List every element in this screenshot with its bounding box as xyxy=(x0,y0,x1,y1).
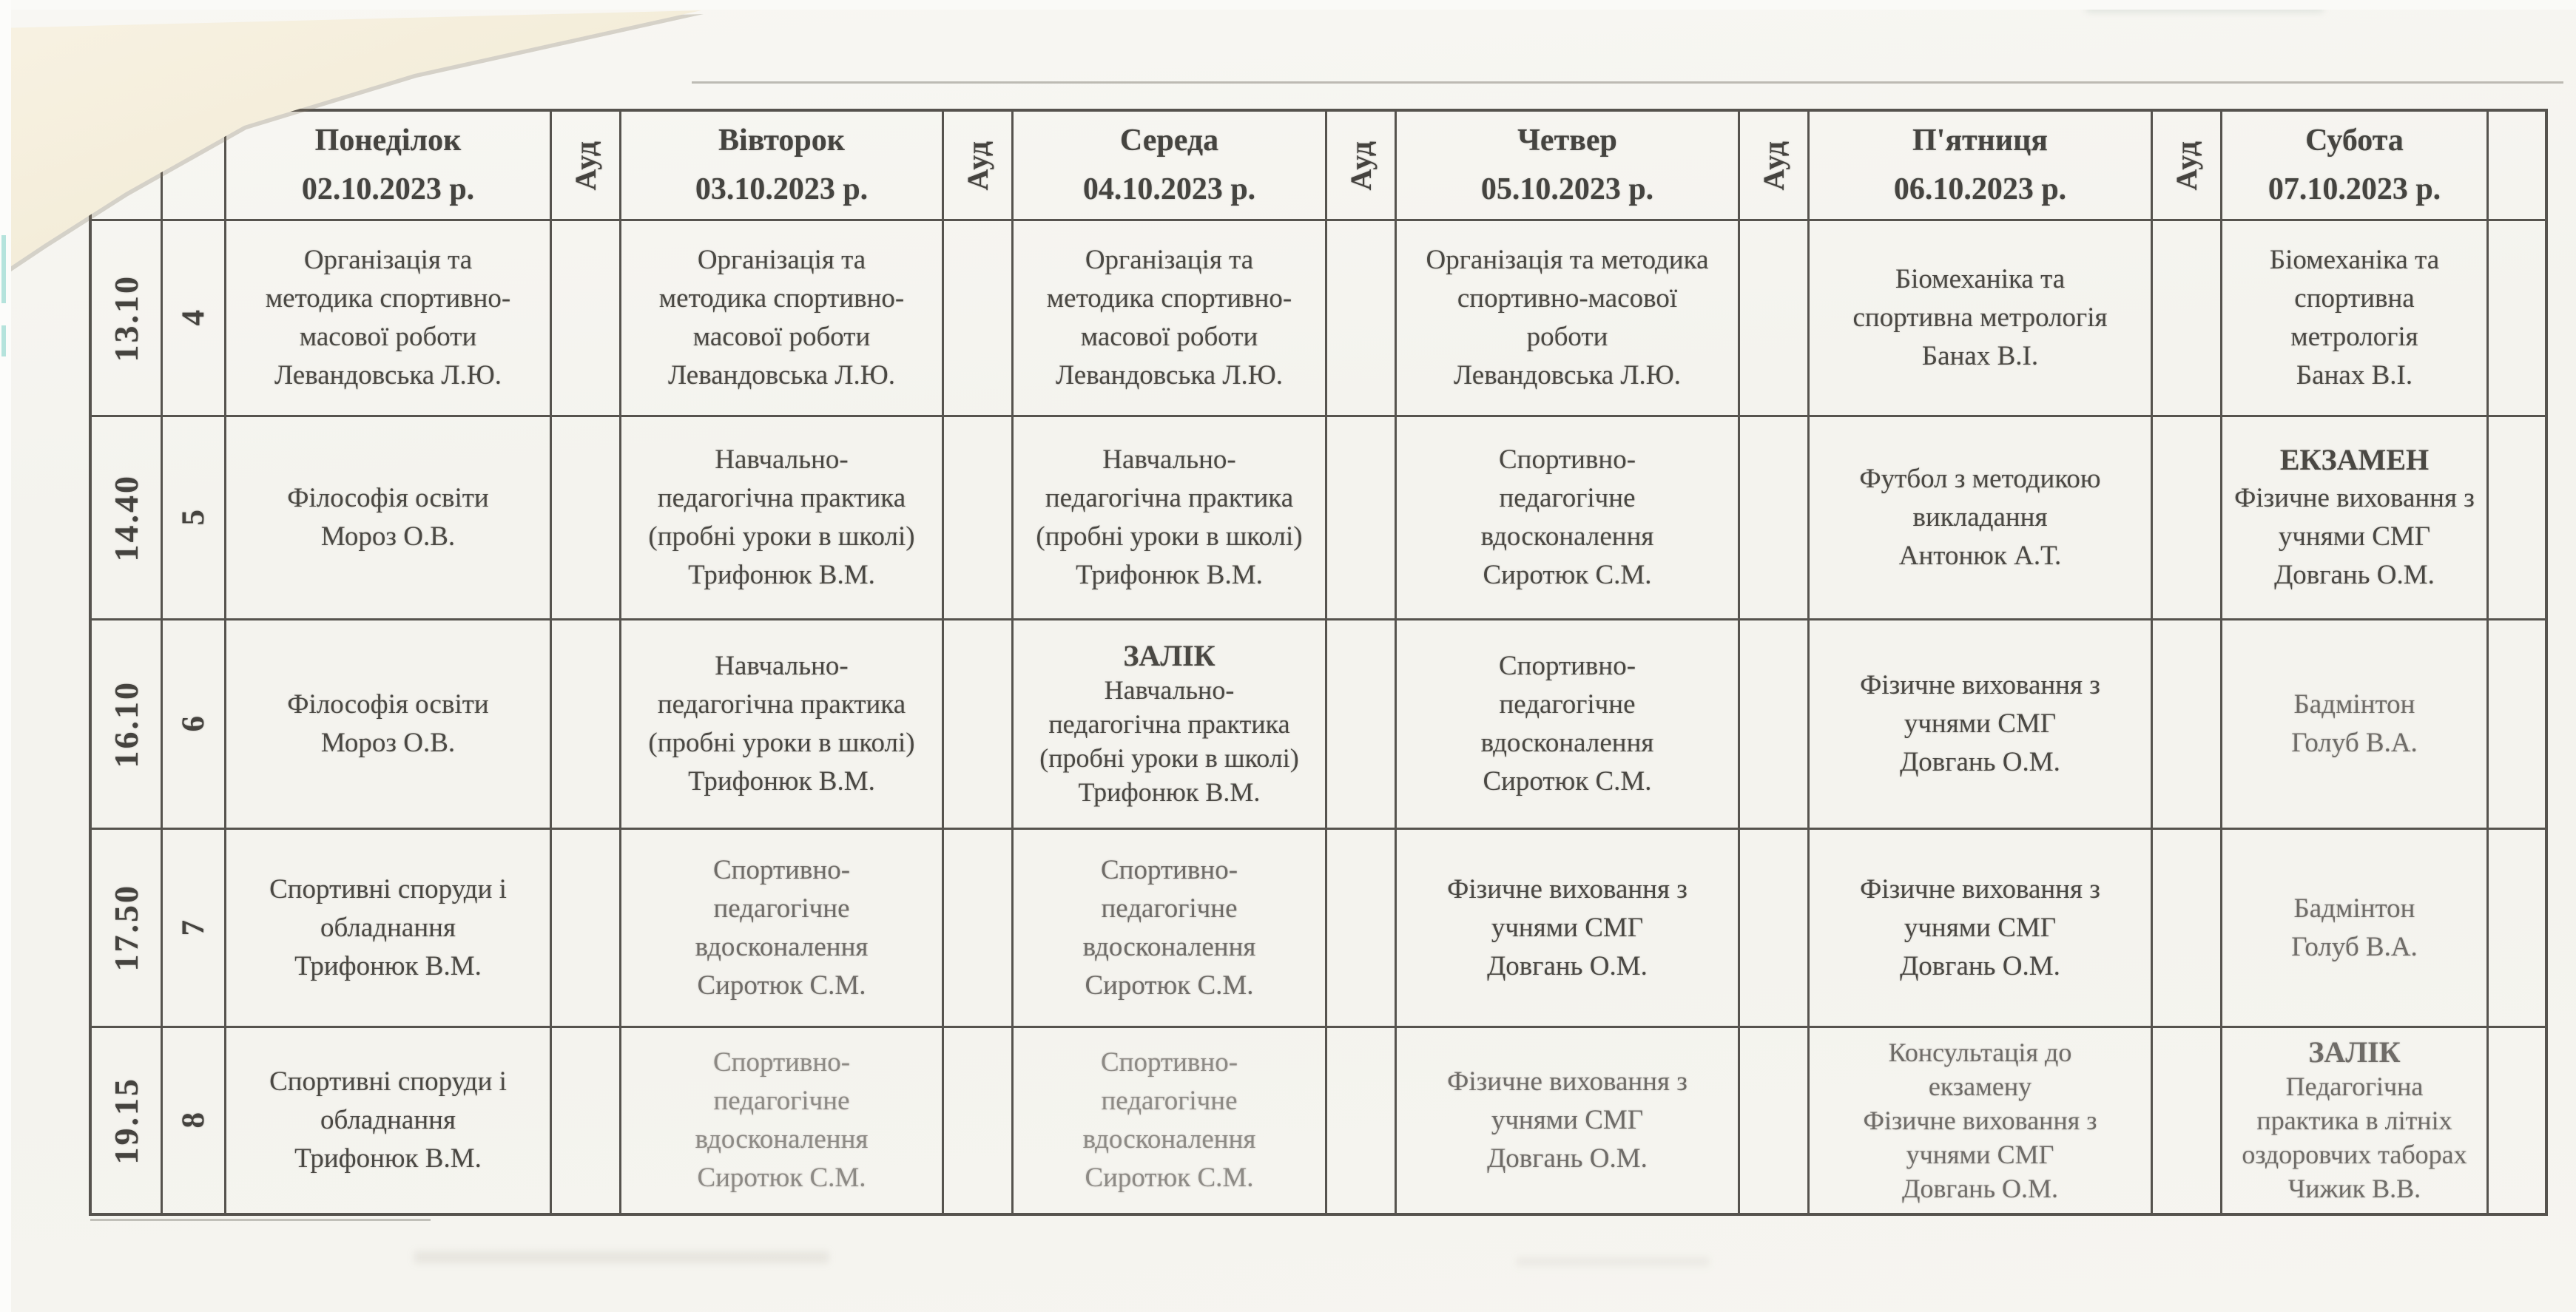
lesson-line: Бадмінтон xyxy=(2293,893,2415,924)
aud-cell xyxy=(1327,417,1397,621)
lesson-cell xyxy=(621,1028,944,1213)
aud-cell xyxy=(1740,221,1810,417)
lesson-cell xyxy=(226,1028,552,1213)
lesson-badge: ЕКЗАМЕН xyxy=(2279,443,2430,476)
lesson-cell xyxy=(1810,621,2153,830)
lesson-line: Організація та xyxy=(1085,245,1254,275)
day-date: 04.10.2023 р. xyxy=(1082,172,1256,206)
lesson-line: Навчально- xyxy=(1104,675,1235,705)
aud-cell xyxy=(2153,830,2222,1028)
lesson-cell xyxy=(1810,417,2153,621)
lesson-line: Фізичне виховання з xyxy=(1447,873,1687,904)
time-cell xyxy=(92,1028,163,1213)
aud-cell xyxy=(944,221,1014,417)
lesson-line: методика спортивно- xyxy=(1046,283,1292,314)
lesson-cell xyxy=(2222,417,2489,621)
lesson-line: Сиротюк С.М. xyxy=(1085,1163,1254,1193)
lesson-line: Біомеханіка та xyxy=(2269,245,2440,275)
scanner-edge-left xyxy=(0,0,11,1312)
day-header xyxy=(2222,112,2489,221)
lesson-cell xyxy=(226,621,552,830)
aud-label: Ауд xyxy=(961,140,994,191)
lesson-line: масової роботи xyxy=(692,322,871,352)
lesson-cell xyxy=(1397,221,1740,417)
day-header xyxy=(226,112,552,221)
scan-color-artifact xyxy=(1,325,6,356)
time-cell xyxy=(92,417,163,621)
lesson-line: Спортивно- xyxy=(1100,854,1238,885)
period-number: 6 xyxy=(176,716,211,732)
aud-cell xyxy=(1740,1028,1810,1213)
period-number: 7 xyxy=(176,919,211,936)
lesson-line: Фізичне виховання з xyxy=(2234,483,2475,513)
aud-cell xyxy=(1740,417,1810,621)
day-name: Четвер xyxy=(1517,124,1617,158)
aud-header xyxy=(1740,112,1810,221)
aud-header xyxy=(552,112,621,221)
end-column-cell xyxy=(2489,221,2545,417)
lesson-line: вдосконалення xyxy=(695,1124,869,1154)
lesson-cell xyxy=(1014,621,1327,830)
lesson-line: Сиротюк С.М. xyxy=(1483,560,1652,590)
lesson-cell xyxy=(1397,417,1740,621)
lesson-line: Навчально- xyxy=(1102,444,1236,475)
lesson-badge: ЗАЛІК xyxy=(1123,639,1215,672)
lesson-line: вдосконалення xyxy=(1480,728,1654,758)
lesson-cell xyxy=(621,830,944,1028)
lesson-line: Трифонюк В.М. xyxy=(1076,560,1263,590)
lesson-line: оздоровчих таборах xyxy=(2242,1140,2467,1169)
lesson-line: учнями СМГ xyxy=(1491,912,1644,943)
lesson-cell xyxy=(226,417,552,621)
aud-cell xyxy=(944,417,1014,621)
lesson-line: Довгань О.М. xyxy=(1902,1174,2058,1203)
lesson-line: методика спортивно- xyxy=(265,283,511,314)
lesson-line: педагогічна практика xyxy=(657,483,906,513)
lesson-line: викладання xyxy=(1912,502,2048,532)
aud-cell xyxy=(1740,830,1810,1028)
lesson-line: масової роботи xyxy=(299,322,477,352)
aud-cell xyxy=(2153,221,2222,417)
aud-cell xyxy=(552,1028,621,1213)
lesson-line: (пробні уроки в школі) xyxy=(648,728,915,758)
lesson-line: Трифонюк В.М. xyxy=(688,560,875,590)
lesson-line: Бадмінтон xyxy=(2293,689,2415,720)
aud-cell xyxy=(1327,621,1397,830)
aud-label: Ауд xyxy=(1344,140,1378,191)
lesson-line: Навчально- xyxy=(715,444,849,475)
lesson-line: спортивно-масової xyxy=(1457,283,1678,314)
lesson-line: (пробні уроки в школі) xyxy=(1039,743,1299,773)
aud-header xyxy=(2153,112,2222,221)
scan-smudge xyxy=(1517,1257,1709,1266)
aud-header xyxy=(944,112,1014,221)
lesson-line: спортивна метрологія xyxy=(1852,302,2108,333)
lesson-line: педагогічне xyxy=(713,1086,850,1116)
time-label: 13.10 xyxy=(107,274,145,362)
lesson-cell xyxy=(226,830,552,1028)
aud-cell xyxy=(944,1028,1014,1213)
scan-smudge xyxy=(414,1251,829,1263)
lesson-line: Спортивно- xyxy=(1498,651,1636,681)
aud-cell xyxy=(1327,830,1397,1028)
period-number: 4 xyxy=(176,310,211,326)
lesson-line: практика в літніх xyxy=(2256,1106,2452,1135)
lesson-line: методика спортивно- xyxy=(658,283,905,314)
lesson-line: Філософія освіти xyxy=(287,483,489,513)
end-column-cell xyxy=(2489,112,2545,221)
lesson-line: Довгань О.М. xyxy=(1487,1143,1648,1174)
lesson-line: Трифонюк В.М. xyxy=(294,950,482,981)
lesson-line: Сиротюк С.М. xyxy=(1483,766,1652,797)
day-header xyxy=(1397,112,1740,221)
lesson-cell xyxy=(1810,830,2153,1028)
lesson-line: педагогічне xyxy=(1101,1086,1238,1116)
day-name: Понеділок xyxy=(314,124,462,158)
lesson-line: Трифонюк В.М. xyxy=(688,766,875,797)
lesson-line: Чижик В.В. xyxy=(2287,1174,2421,1203)
lesson-cell xyxy=(1397,830,1740,1028)
lesson-line: педагогічне xyxy=(1499,689,1636,720)
lesson-line: Мороз О.В. xyxy=(320,521,456,552)
lesson-line: Довгань О.М. xyxy=(2274,560,2435,590)
lesson-cell xyxy=(1810,1028,2153,1213)
day-name: Вівторок xyxy=(718,124,845,158)
lesson-line: Біомеханіка та xyxy=(1895,264,2066,294)
lesson-cell xyxy=(226,221,552,417)
lesson-line: вдосконалення xyxy=(1480,521,1654,552)
lesson-line: Антонюк А.Т. xyxy=(1898,541,2062,571)
lesson-line: Педагогічна xyxy=(2285,1072,2424,1101)
lesson-badge: ЗАЛІК xyxy=(2308,1035,2401,1069)
lesson-line: Довгань О.М. xyxy=(1900,950,2060,981)
lesson-cell xyxy=(621,221,944,417)
lesson-line: Фізичне виховання з xyxy=(1860,873,2100,904)
lesson-line: учнями СМГ xyxy=(1904,709,2057,739)
lesson-line: Левандовська Л.Ю. xyxy=(274,360,502,390)
lesson-line: учнями СМГ xyxy=(1904,912,2057,943)
lesson-line: учнями СМГ xyxy=(1906,1140,2054,1169)
lesson-line: Спортивні споруди і xyxy=(269,873,507,904)
day-name: Середа xyxy=(1119,124,1219,158)
day-name: П'ятниця xyxy=(1912,124,2048,158)
lesson-line: Левандовська Л.Ю. xyxy=(667,360,896,390)
day-date: 07.10.2023 р. xyxy=(2268,172,2441,206)
aud-cell xyxy=(2153,1028,2222,1213)
lesson-cell xyxy=(2222,621,2489,830)
lesson-line: педагогічна практика xyxy=(1045,483,1294,513)
day-header xyxy=(621,112,944,221)
paper-edge-line xyxy=(692,81,2563,84)
lesson-line: учнями СМГ xyxy=(2278,521,2431,552)
lesson-cell xyxy=(2222,1028,2489,1213)
time-cell xyxy=(92,830,163,1028)
lesson-line: педагогічне xyxy=(1101,893,1238,924)
day-header xyxy=(1810,112,2153,221)
lesson-line: (пробні уроки в школі) xyxy=(648,521,915,552)
aud-cell xyxy=(2153,621,2222,830)
aud-cell xyxy=(1327,1028,1397,1213)
lesson-cell xyxy=(1397,1028,1740,1213)
lesson-line: Спортивно- xyxy=(1498,444,1636,475)
timetable xyxy=(89,109,2548,1216)
lesson-line: масової роботи xyxy=(1080,322,1258,352)
aud-cell xyxy=(944,621,1014,830)
scanner-edge-top xyxy=(0,0,2576,10)
scan-color-artifact xyxy=(1,235,6,303)
aud-cell xyxy=(552,830,621,1028)
time-label: 19.15 xyxy=(107,1076,145,1165)
lesson-cell xyxy=(1810,221,2153,417)
lesson-line: педагогічне xyxy=(1499,483,1636,513)
lesson-line: Організація та xyxy=(697,245,866,275)
lesson-line: Голуб В.А. xyxy=(2291,728,2418,758)
period-cell xyxy=(163,621,226,830)
period-cell xyxy=(163,1028,226,1213)
lesson-line: Левандовська Л.Ю. xyxy=(1453,360,1682,390)
day-date: 06.10.2023 р. xyxy=(1893,172,2067,206)
lesson-line: Фізичне виховання з xyxy=(1863,1106,2097,1135)
lesson-line: Сиротюк С.М. xyxy=(697,1163,866,1193)
lesson-line: Сиротюк С.М. xyxy=(697,970,866,1001)
day-date: 02.10.2023 р. xyxy=(301,172,475,206)
lesson-line: Консультація до xyxy=(1888,1038,2072,1067)
lesson-line: Спортивні споруди і xyxy=(269,1066,507,1097)
lesson-line: Філософія освіти xyxy=(287,689,489,720)
aud-cell xyxy=(552,221,621,417)
aud-label: Ауд xyxy=(1757,140,1790,191)
aud-label: Ауд xyxy=(2170,140,2203,191)
lesson-line: Спортивно- xyxy=(712,1047,851,1078)
end-column-cell xyxy=(2489,830,2545,1028)
lesson-line: Фізичне виховання з xyxy=(1447,1066,1687,1097)
period-number: 8 xyxy=(176,1112,211,1129)
period-cell xyxy=(163,830,226,1028)
lesson-line: екзамену xyxy=(1928,1072,2032,1101)
lesson-line: Футбол з методикою xyxy=(1859,464,2101,494)
lesson-line: вдосконалення xyxy=(695,931,869,962)
aud-cell xyxy=(944,830,1014,1028)
lesson-line: учнями СМГ xyxy=(1491,1105,1644,1135)
day-date: 05.10.2023 р. xyxy=(1480,172,1654,206)
lesson-line: Спортивно- xyxy=(712,854,851,885)
lesson-cell xyxy=(1014,1028,1327,1213)
lesson-cell xyxy=(1014,417,1327,621)
lesson-line: Організація та методика xyxy=(1426,245,1709,275)
lesson-cell xyxy=(2222,221,2489,417)
lesson-line: обладнання xyxy=(320,1105,456,1135)
lesson-line: Сиротюк С.М. xyxy=(1085,970,1254,1001)
lesson-line: Мороз О.В. xyxy=(320,728,456,758)
time-label: 17.50 xyxy=(107,884,145,972)
time-cell xyxy=(92,621,163,830)
lesson-line: Довгань О.М. xyxy=(1900,747,2060,777)
period-cell xyxy=(163,221,226,417)
lesson-cell xyxy=(1014,830,1327,1028)
lesson-line: вдосконалення xyxy=(1082,931,1256,962)
lesson-line: Банах В.І. xyxy=(2296,360,2413,390)
aud-header xyxy=(1327,112,1397,221)
lesson-line: роботи xyxy=(1526,322,1608,352)
lesson-line: (пробні уроки в школі) xyxy=(1036,521,1303,552)
end-column-cell xyxy=(2489,1028,2545,1213)
end-column-cell xyxy=(2489,417,2545,621)
lesson-line: педагогічне xyxy=(713,893,850,924)
time-label: 16.10 xyxy=(107,680,145,768)
lesson-line: Навчально- xyxy=(715,651,849,681)
lesson-line: Трифонюк В.М. xyxy=(1078,777,1261,807)
lesson-line: спортивна xyxy=(2294,283,2415,314)
aud-label: Ауд xyxy=(569,140,602,191)
period-cell xyxy=(163,417,226,621)
aud-cell xyxy=(2153,417,2222,621)
day-header xyxy=(1014,112,1327,221)
lesson-line: Трифонюк В.М. xyxy=(294,1143,482,1174)
lesson-line: Фізичне виховання з xyxy=(1860,670,2100,700)
lesson-line: метрологія xyxy=(2290,322,2418,352)
time-label: 14.40 xyxy=(107,473,145,562)
end-column-cell xyxy=(2489,621,2545,830)
lesson-line: Спортивно- xyxy=(1100,1047,1238,1078)
aud-cell xyxy=(1740,621,1810,830)
lesson-line: педагогічна практика xyxy=(657,689,906,720)
lesson-cell xyxy=(621,621,944,830)
aud-cell xyxy=(552,621,621,830)
lesson-cell xyxy=(1397,621,1740,830)
lesson-cell xyxy=(621,417,944,621)
day-name: Субота xyxy=(2305,124,2404,158)
lesson-line: вдосконалення xyxy=(1082,1124,1256,1154)
lesson-cell xyxy=(1014,221,1327,417)
lesson-line: Банах В.І. xyxy=(1921,341,2039,371)
lesson-line: Довгань О.М. xyxy=(1487,950,1648,981)
scan-line-artifact xyxy=(90,1219,431,1221)
lesson-line: обладнання xyxy=(320,912,456,943)
lesson-cell xyxy=(2222,830,2489,1028)
lesson-line: Організація та xyxy=(303,245,473,275)
aud-cell xyxy=(552,417,621,621)
day-date: 03.10.2023 р. xyxy=(695,172,869,206)
lesson-line: Голуб В.А. xyxy=(2291,931,2418,962)
time-cell xyxy=(92,221,163,417)
lesson-line: педагогічна практика xyxy=(1048,709,1290,739)
aud-cell xyxy=(1327,221,1397,417)
lesson-line: Левандовська Л.Ю. xyxy=(1055,360,1284,390)
period-number: 5 xyxy=(176,510,211,526)
